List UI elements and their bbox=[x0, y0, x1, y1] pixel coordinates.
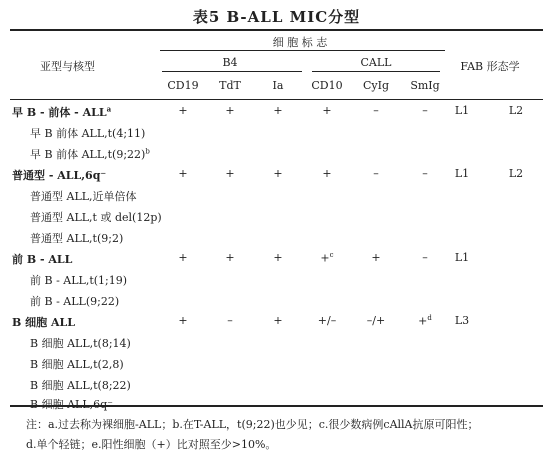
fab-cell: L1 bbox=[454, 167, 470, 180]
row-label: B 细胞 ALL,6q⁻ bbox=[30, 398, 113, 411]
cell-marker-header: 细 胞 标 志 bbox=[272, 36, 328, 49]
col-header-cd19: CD19 bbox=[167, 79, 199, 92]
col-header-ia: Ia bbox=[272, 79, 284, 92]
header-bottom-rule bbox=[10, 99, 543, 100]
table-cell: – bbox=[373, 167, 379, 180]
table-cell: + bbox=[225, 104, 235, 117]
row-label: B 细胞 ALL,t(8;14) bbox=[30, 337, 131, 350]
table-cell: + bbox=[273, 314, 283, 327]
row-label: 普通型 - ALL,6q⁻ bbox=[12, 169, 107, 182]
col-header-cyig: CyIg bbox=[362, 79, 390, 92]
col-header-cd10: CD10 bbox=[311, 79, 343, 92]
row-label: 普通型 ALL,t 或 del(12p) bbox=[30, 211, 162, 224]
fab-cell: L3 bbox=[454, 314, 470, 327]
table-cell: + bbox=[322, 167, 332, 180]
footnote-line: 注：a.过去称为裸细胞-ALL；b.在T-ALL，t(9;22)也少见；c.很少数病例cAllA抗原可阳性； bbox=[26, 418, 479, 431]
table-cell: + bbox=[322, 104, 332, 117]
row-label: B 细胞 ALL,t(8;22) bbox=[30, 379, 131, 392]
col-header-smig: SmIg bbox=[410, 79, 440, 92]
row-label: B 细胞 ALL,t(2,8) bbox=[30, 358, 124, 371]
col-header-tdt: TdT bbox=[219, 79, 241, 92]
table-cell: +$^d$ bbox=[418, 314, 432, 328]
b4-group-header: B4 bbox=[222, 56, 238, 69]
table-cell: – bbox=[227, 314, 233, 327]
row-label: 普通型 ALL,近单倍体 bbox=[30, 190, 137, 203]
fab-header: FAB 形态学 bbox=[460, 60, 520, 73]
marker-group-rule bbox=[160, 50, 445, 51]
table-cell: + bbox=[273, 104, 283, 117]
fab-cell: L1 bbox=[454, 251, 470, 264]
fab-cell: L2 bbox=[508, 104, 524, 117]
table-cell: + bbox=[273, 167, 283, 180]
table-cell: + bbox=[178, 167, 188, 180]
fab-cell: L2 bbox=[508, 167, 524, 180]
footnote-line: d.单个轻链；e.阳性细胞（+）比对照至少>10%。 bbox=[26, 438, 277, 451]
row-label: 前 B - ALL bbox=[12, 253, 73, 266]
table-cell: + bbox=[178, 314, 188, 327]
table-cell: +/– bbox=[317, 314, 337, 327]
table-cell: – bbox=[422, 167, 428, 180]
row-label: B 细胞 ALL bbox=[12, 316, 75, 329]
b4-group-rule bbox=[162, 71, 302, 72]
table-cell: + bbox=[273, 251, 283, 264]
row-label: 早 B - 前体 - ALL$^a$ bbox=[12, 104, 112, 119]
row-label: 早 B 前体 ALL,t(9;22)$^b$ bbox=[30, 147, 150, 161]
row-label: 前 B - ALL,t(1;19) bbox=[30, 274, 128, 287]
call-group-header: CALL bbox=[360, 56, 392, 69]
table-cell: + bbox=[225, 167, 235, 180]
table-cell: + bbox=[178, 104, 188, 117]
table-top-rule bbox=[10, 29, 543, 31]
table-cell: –/+ bbox=[366, 314, 386, 327]
table-cell: – bbox=[373, 104, 379, 117]
table-cell: + bbox=[371, 251, 381, 264]
table-cell: – bbox=[422, 251, 428, 264]
table-cell: – bbox=[422, 104, 428, 117]
call-group-rule bbox=[312, 71, 440, 72]
table-cell: + bbox=[178, 251, 188, 264]
table-cell: +$^c$ bbox=[320, 251, 334, 265]
row-label: 早 B 前体 ALL,t(4;11) bbox=[30, 127, 146, 140]
table-title: 表5 B-ALL MIC分型 bbox=[192, 8, 361, 26]
row-label: 前 B - ALL(9;22) bbox=[30, 295, 120, 308]
row-label: 普通型 ALL,t(9;2) bbox=[30, 232, 124, 245]
table-cell: + bbox=[225, 251, 235, 264]
fab-cell: L1 bbox=[454, 104, 470, 117]
row-label-header: 亚型与核型 bbox=[40, 60, 95, 73]
